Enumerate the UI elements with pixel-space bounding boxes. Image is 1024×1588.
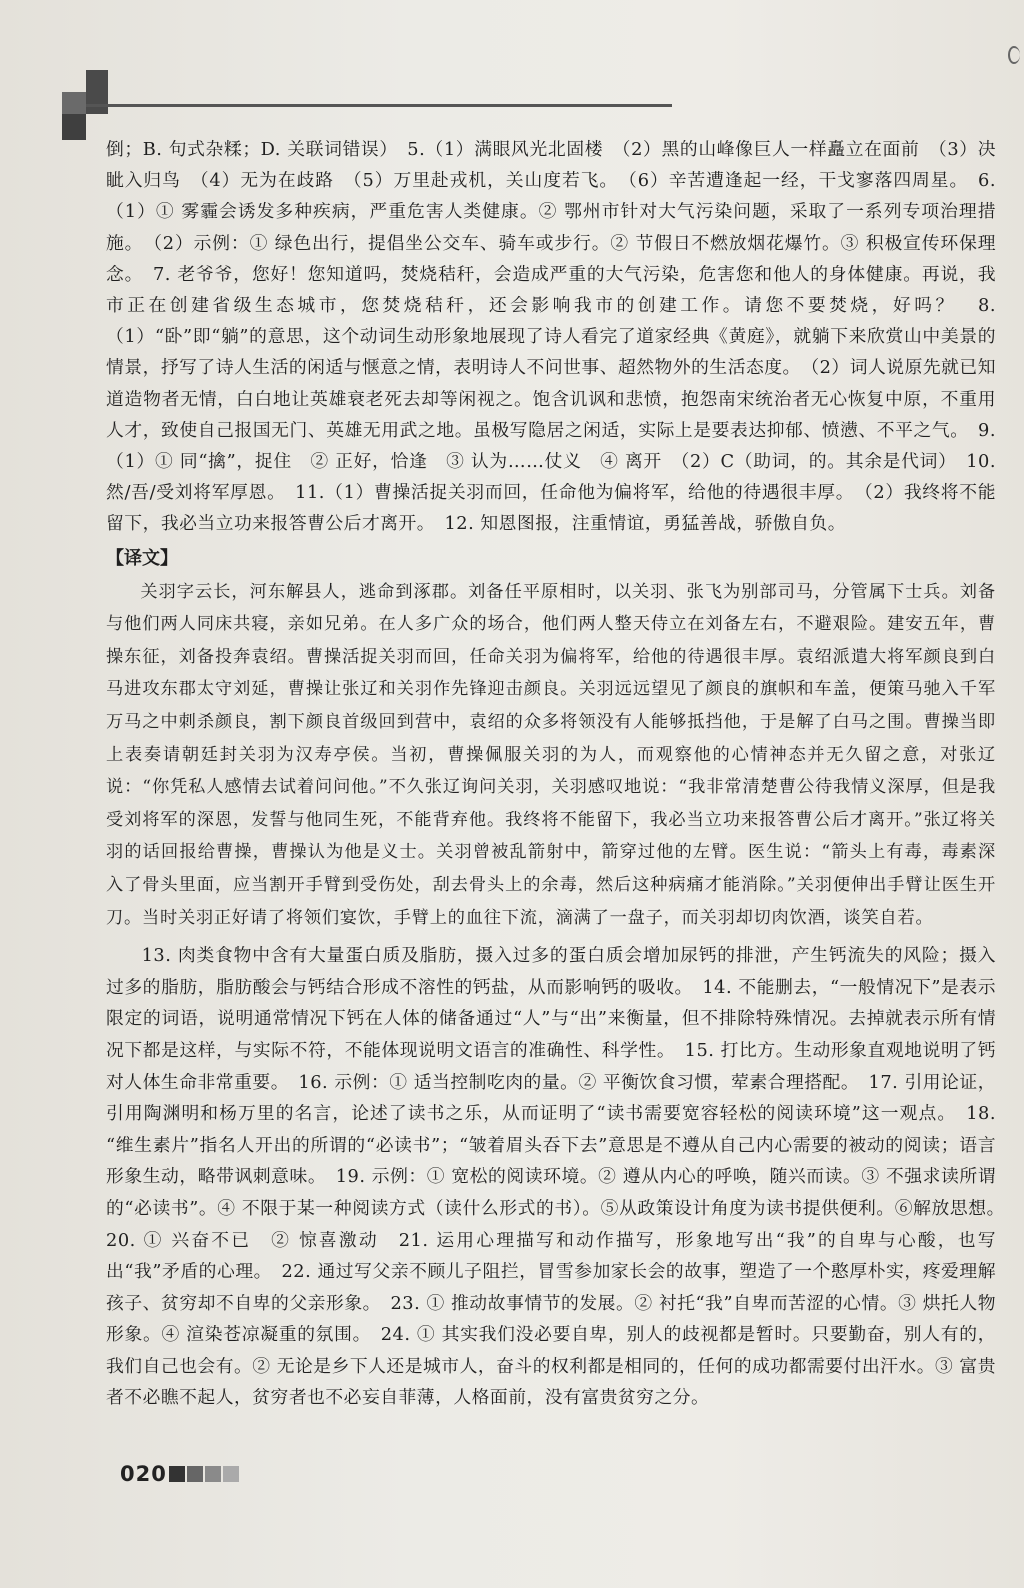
page-footer (120, 1462, 239, 1486)
page-number: 020 (120, 1462, 167, 1486)
decor-block (86, 70, 108, 92)
page-edge-mark (1008, 46, 1020, 64)
header-rule (86, 104, 672, 107)
translation-heading: 【译文】 (106, 547, 178, 569)
answer-content (106, 134, 1015, 1414)
footer-square (169, 1466, 185, 1482)
translation-text: 关羽字云长，河东解县人，逃命到涿郡。刘备任平原相时，以关羽、张飞为别部司马，分管属下士兵。刘备与他们两人同床共寝，亲如兄弟。在人多广众的场合，他们两人整天侍立在刘备左右，不避艰险。建安五年，曹操东征，刘备投奔袁绍。曹操活捉关羽而回，任命关羽为偏将军，给他的待遇很丰厚。袁绍派遣大将军颜良到白马进攻东郡太守刘延，曹操让张辽和关羽作先锋迎击颜良。关羽远远望见了颜良的旗帜和车盖，便策马驰入千军万马之中刺杀颜良，割下颜良首级回到营中，袁绍的众多将领没有人能够抵挡他，于是解了白马之围。曹操当即上表奏请朝廷封关羽为汉寿亭侯。当初，曹操佩服关羽的为人，而观察他的心情神态并无久留之意，对张辽说：“你凭私人感情去试着问问他。”不久张辽询问关羽，关羽感叹地说：“我非常清楚曹公待我情义深厚，但是我受刘将军的深恩，发誓与他同生死，不能背弃他。我终将不能留下，我必当立功来报答曹公后才离开。”张辽将关羽的话回报给曹操，曹操认为他是义士。关羽曾被乱箭射中，箭穿过他的左臂。医生说：“箭头上有毒，毒素深入了骨头里面，应当割开手臂到受伤处，刮去骨头上的余毒，然后这种病痛才能消除。”关羽便伸出手臂让医生开刀。当时关羽正好请了将领们宴饮，手臂上的血往下流，滴满了一盘子，而关羽却切肉饮酒，谈笑自若。 (106, 581, 996, 928)
decor-block (86, 92, 108, 114)
decor-block (62, 114, 86, 140)
answers-block-1: 倒；B. 句式杂糅；D. 关联词错误） 5.（1）满眼风光北固楼 （2）黑的山峰像巨人一样矗立在面前 （3）决眦入归鸟 （4）无为在歧路 （5）万里赴戎机，关山度若飞。 （6）辛苦遭逢起一经，干戈寥落四周星。 6.（1）① 雾霾会诱发多种疾病，严重危害人类健康。② 鄂州市针对大气污染问题，采取了一系列专项治理措施。 （2）示例：① 绿色出行，提倡坐公交车、骑车或步行。② 节假日不燃放烟花爆竹。③ 积极宣传环保理念。 7. 老爷爷，您好！您知道吗，焚烧秸秆，会造成严重的大气污染，危害您和他人的身体健康。再说，我市正在创建省级生态城市，您焚烧秸秆，还会影响我市的创建工作。请您不要焚烧，好吗？ 8.（1）“卧”即“躺”的意思，这个动词生动形象地展现了诗人看完了道家经典《黄庭》，就躺下来欣赏山中美景的情景，抒写了诗人生活的闲适与惬意之情，表明诗人不问世事、超然物外的生活态度。 （2）词人说原先就已知道造物者无情，白白地让英雄衰老死去却等闲视之。饱含讥讽和悲愤，抱怨南宋统治者无心恢复中原，不重用人才，致使自己报国无门、英雄无用武之地。虽极写隐居之闲适，实际上是要表达抑郁、愤懑、不平之气。 9.（1）① 同“擒”，捉住 ② 正好，恰逢 ③ 认为……仗义 ④ 离开 （2）C（助词，的。其余是代词） 10. 然/吾/受刘将军厚恩。 11.（1）曹操活捉关羽而回，任命他为偏将军，给他的待遇很丰厚。 （2）我终将不能留下，我必当立功来报答曹公后才离开。 12. 知恩图报，注重情谊，勇猛善战，骄傲自负。 (106, 139, 996, 535)
footer-square (223, 1466, 239, 1482)
decor-block (62, 92, 86, 114)
footer-square (205, 1466, 221, 1482)
answers-block-2: 13. 肉类食物中含有大量蛋白质及脂肪，摄入过多的蛋白质会增加尿钙的排泄，产生钙流失的风险；摄入过多的脂肪，脂肪酸会与钙结合形成不溶性的钙盐，从而影响钙的吸收。 14. 不能删去，“一般情况下”是表示限定的词语，说明通常情况下钙在人体的储备通过“人”与“出”来衡量，但不排除特殊情况。去掉就表示所有情况下都是这样，与实际不符，不能体现说明文语言的准确性、科学性。 15. 打比方。生动形象直观地说明了钙对人体生命非常重要。 16. 示例：① 适当控制吃肉的量。② 平衡饮食习惯，荤素合理搭配。 17. 引用论证，引用陶渊明和杨万里的名言，论述了读书之乐，从而证明了“读书需要宽容轻松的阅读环境”这一观点。 18. “维生素片”指名人开出的所谓的“必读书”；“皱着眉头吞下去”意思是不遵从自己内心需要的被动的阅读；语言形象生动，略带讽刺意味。 19. 示例：① 宽松的阅读环境。② 遵从内心的呼唤，随兴而读。③ 不强求读所谓的“必读书”。④ 不限于某一种阅读方式（读什么形式的书）。⑤从政策设计角度为读书提供便利。⑥解放思想。 20. ① 兴奋不已 ② 惊喜激动 21. 运用心理描写和动作描写，形象地写出“我”的自卑与心酸，也写出“我”矛盾的心理。 22. 通过写父亲不顾儿子阻拦，冒雪参加家长会的故事，塑造了一个憨厚朴实，疼爱理解孩子、贫穷却不自卑的父亲形象。 23. ① 推动故事情节的发展。② 衬托“我”自卑而苦涩的心情。③ 烘托人物形象。④ 渲染苍凉凝重的氛围。 24. ① 其实我们没必要自卑，别人的歧视都是暂时。只要勤奋，别人有的，我们自己也会有。② 无论是乡下人还是城市人，奋斗的权利都是相同的，任何的成功都需要付出汗水。③ 富贵者不必瞧不起人，贫穷者也不必妄自菲薄，人格面前，没有富贵贫穷之分。 (106, 945, 1015, 1409)
footer-square (187, 1466, 203, 1482)
